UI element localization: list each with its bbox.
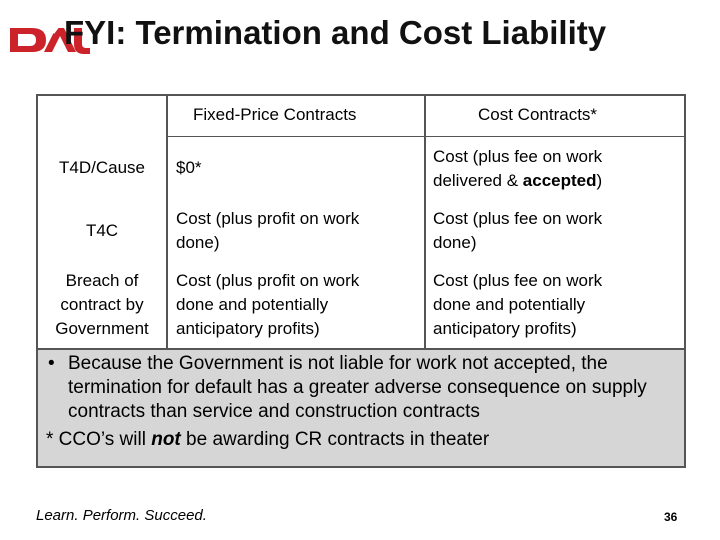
cell-line: anticipatory profits) [176,319,320,338]
footnote-emphasis: not [151,429,181,450]
row-label-line: Breach of [65,271,139,290]
cell-line: $0* [176,158,202,177]
row-label-line: T4D/Cause [59,158,145,177]
column-divider [166,94,168,348]
cell-fixed-breach [176,269,359,341]
row-label-line: contract by [60,295,144,314]
cell-line: Cost (plus fee on work [433,209,603,228]
row-label-line: T4C [85,221,119,240]
slide-title: FYI: Termination and Cost Liability [64,14,607,51]
footer-tagline: Learn. Perform. Succeed. [36,507,207,524]
cell-line: done and potentially [433,295,586,314]
page-number: 36 [664,510,678,524]
bullet-item [46,352,676,424]
cell-line: anticipatory profits) [433,319,577,338]
cell-line: done) [433,233,477,252]
note-box [38,348,684,466]
cell-text: Cost (plus fee on work delivered & [433,147,603,190]
cell-fixed-t4d [176,156,202,180]
footnote-text: * CCO’s will [46,429,152,450]
row-label-breach [40,269,164,341]
cell-line: Cost (plus fee on work [433,271,603,290]
cell-text: ) [596,171,603,190]
column-divider [424,94,426,348]
header-underline [166,136,686,137]
row-label-t4c [40,219,164,243]
cell-cost-t4d [433,145,663,193]
cell-fixed-t4c [176,207,359,255]
cell-line: Cost (plus profit on work [176,271,360,290]
column-header-fixed-price: Fixed-Price Contracts [193,105,357,124]
footnote [46,428,676,452]
footnote-text: be awarding CR contracts in theater [180,429,490,450]
column-header-cost: Cost Contracts* [478,105,598,124]
cell-cost-breach [433,269,602,341]
cell-emph: accepted [522,171,597,190]
cell-cost-t4c [433,207,602,255]
row-label-t4d-cause [40,156,164,180]
bullet-icon: • [48,353,55,374]
cell-line: done) [176,233,220,252]
cell-line: done and potentially [176,295,329,314]
row-label-line: Government [55,319,149,338]
cell-line: Cost (plus profit on work [176,209,360,228]
bullet-text: Because the Government is not liable for work not accepted, the termination for default has a greater adverse consequence on supply contracts than service and construction contracts [68,353,647,422]
